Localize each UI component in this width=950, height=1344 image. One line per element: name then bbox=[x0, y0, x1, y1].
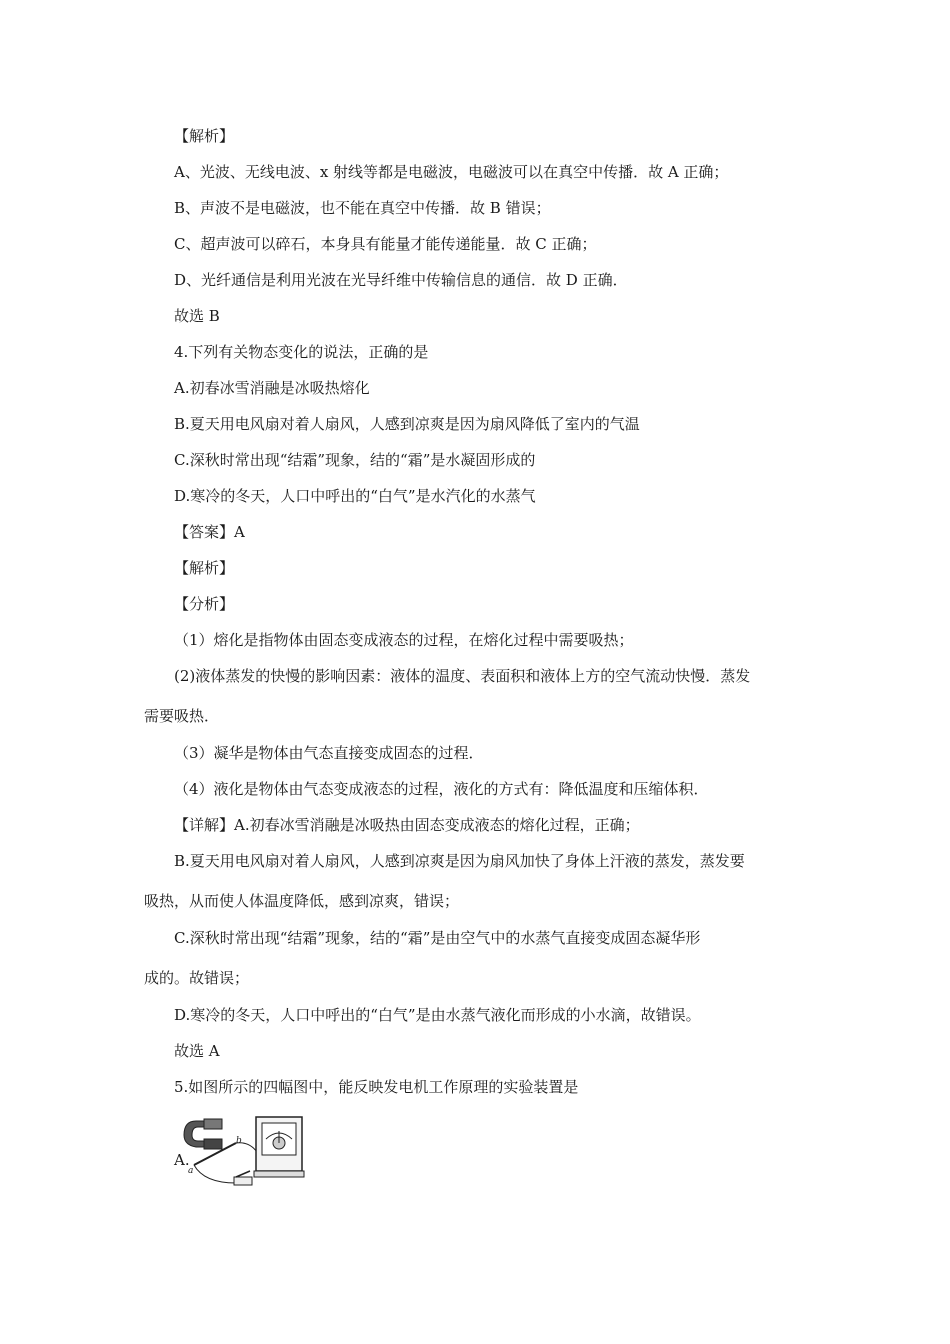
label-b: b bbox=[236, 1136, 242, 1146]
line-1: 【解析】 bbox=[174, 127, 235, 145]
label-a: a bbox=[188, 1166, 194, 1176]
generator-experiment-figure bbox=[174, 1113, 306, 1191]
point-2-cont: 需要吸热． bbox=[144, 707, 220, 725]
point-1: （1）熔化是指物体由固态变成液态的过程，在熔化过程中需要吸热； bbox=[174, 631, 634, 649]
choose-a: 故选 A bbox=[174, 1042, 220, 1060]
option-c: C.深秋时常出现“结霜”现象，结的“霜”是水凝固形成的 bbox=[174, 451, 536, 469]
fenxi-heading: 【分析】 bbox=[174, 595, 235, 613]
line-2: A、光波、无线电波、x 射线等都是电磁波，电磁波可以在真空中传播．故 A 正确； bbox=[174, 163, 729, 181]
detail-d: D.寒冷的冬天，人口中呼出的“白气”是由水蒸气液化而形成的小水滴，故错误。 bbox=[174, 1006, 701, 1024]
answer: 【答案】A bbox=[174, 523, 245, 541]
switch-lever bbox=[236, 1171, 250, 1177]
point-3: （3）凝华是物体由气态直接变成固态的过程． bbox=[174, 744, 484, 762]
option-b: B.夏天用电风扇对着人扇风，人感到凉爽是因为扇风降低了室内的气温 bbox=[174, 415, 640, 433]
galvanometer-stand bbox=[254, 1171, 304, 1177]
line-3: B、声波不是电磁波，也不能在真空中传播．故 B 错误； bbox=[174, 199, 551, 217]
point-4: （4）液化是物体由气态变成液态的过程，液化的方式有：降低温度和压缩体积． bbox=[174, 780, 709, 798]
question-4: 4.下列有关物态变化的说法，正确的是 bbox=[174, 343, 429, 361]
detail-a: 【详解】A.初春冰雪消融是冰吸热由固态变成液态的熔化过程，正确； bbox=[174, 816, 640, 834]
detail-c-cont: 成的。故错误； bbox=[144, 969, 250, 987]
magnet-pole-top bbox=[204, 1119, 222, 1129]
point-2: (2)液体蒸发的快慢的影响因素：液体的温度、表面积和液体上方的空气流动快慢．蒸发 bbox=[174, 667, 751, 685]
detail-c: C.深秋时常出现“结霜”现象，结的“霜”是由空气中的水蒸气直接变成固态凝华形 bbox=[174, 929, 701, 947]
question-5: 5.如图所示的四幅图中，能反映发电机工作原理的实验装置是 bbox=[174, 1078, 579, 1096]
line-4: C、超声波可以碎石，本身具有能量才能传递能量．故 C 正确； bbox=[174, 235, 597, 253]
figure-a-label: A. bbox=[174, 1151, 190, 1169]
option-d: D.寒冷的冬天，人口中呼出的“白气”是水汽化的水蒸气 bbox=[174, 487, 536, 505]
option-a: A.初春冰雪消融是冰吸热熔化 bbox=[174, 379, 370, 397]
switch-base bbox=[234, 1177, 252, 1185]
analysis-heading: 【解析】 bbox=[174, 559, 235, 577]
magnet-pole-bottom bbox=[204, 1139, 222, 1149]
line-5: D、光纤通信是利用光波在光导纤维中传输信息的通信．故 D 正确． bbox=[174, 271, 628, 289]
detail-b-cont: 吸热，从而使人体温度降低，感到凉爽，错误； bbox=[144, 892, 460, 910]
line-6: 故选 B bbox=[174, 307, 220, 325]
detail-b: B.夏天用电风扇对着人扇风，人感到凉爽是因为扇风加快了身体上汗液的蒸发，蒸发要 bbox=[174, 852, 745, 870]
